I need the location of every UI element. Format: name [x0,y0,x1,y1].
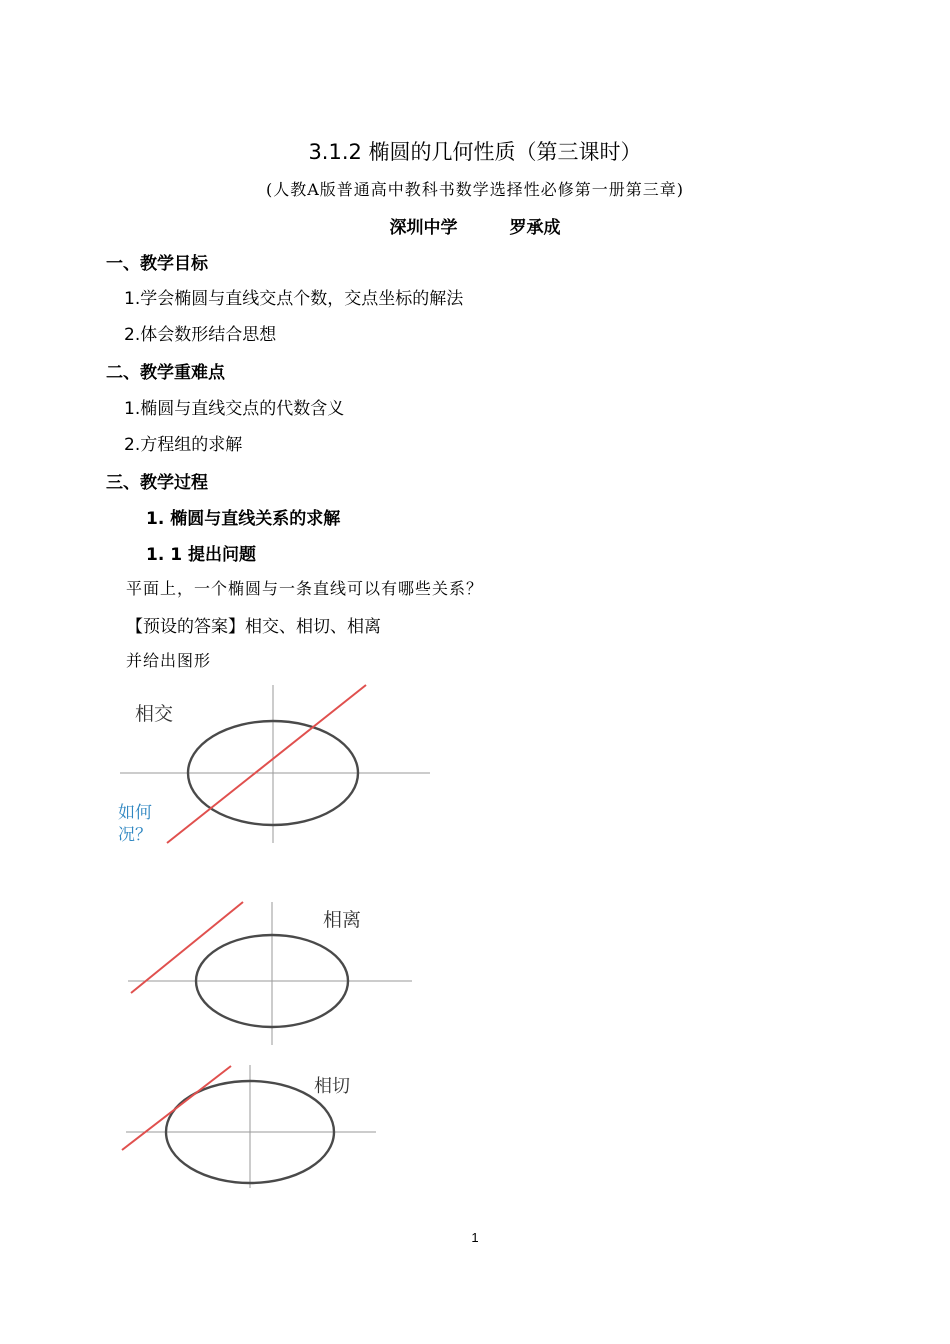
separate-label: 相离 [323,909,362,931]
tangent-label: 相切 [314,1076,350,1097]
intersecting-line [167,685,366,843]
document-subtitle: (人教A版普通高中教科书数学选择性必修第一册第三章) [265,180,685,199]
intersect-label: 相交 [135,703,174,725]
section-heading-key-points: 二、教学重难点 [106,363,225,383]
school-name: 深圳中学 [389,218,458,238]
goal-item-2: 2.体会数形结合思想 [124,325,277,345]
cropped-note-line-2: 况？ [118,825,152,845]
figure-tangent [122,1065,376,1188]
figure-intersect [118,685,430,845]
document-title: 3.1.2 椭圆的几何性质（第三课时） [308,140,642,164]
tangent-line [122,1066,231,1150]
key-point-item-2: 2.方程组的求解 [124,435,243,455]
question-paragraph: 平面上，一个椭圆与一条直线可以有哪些关系？ [126,579,484,598]
section-heading-goals: 一、教学目标 [106,254,208,274]
figure-separate [128,902,412,1045]
preset-answer-paragraph: 【预设的答案】相交、相切、相离 [126,617,381,637]
cropped-note-line-1: 如何 [118,803,152,823]
page-number: 1 [471,1230,479,1245]
goal-item-1: 1.学会椭圆与直线交点个数，交点坐标的解法 [124,289,464,309]
key-point-item-1: 1.椭圆与直线交点的代数含义 [124,399,345,419]
figure-intro-paragraph: 并给出图形 [126,651,212,670]
author-name: 罗承成 [509,218,561,238]
section-heading-process: 三、教学过程 [106,473,208,493]
separate-line [131,902,243,993]
process-subheading-1: 1. 椭圆与直线关系的求解 [146,509,341,529]
process-subheading-2: 1. 1 提出问题 [146,545,256,565]
